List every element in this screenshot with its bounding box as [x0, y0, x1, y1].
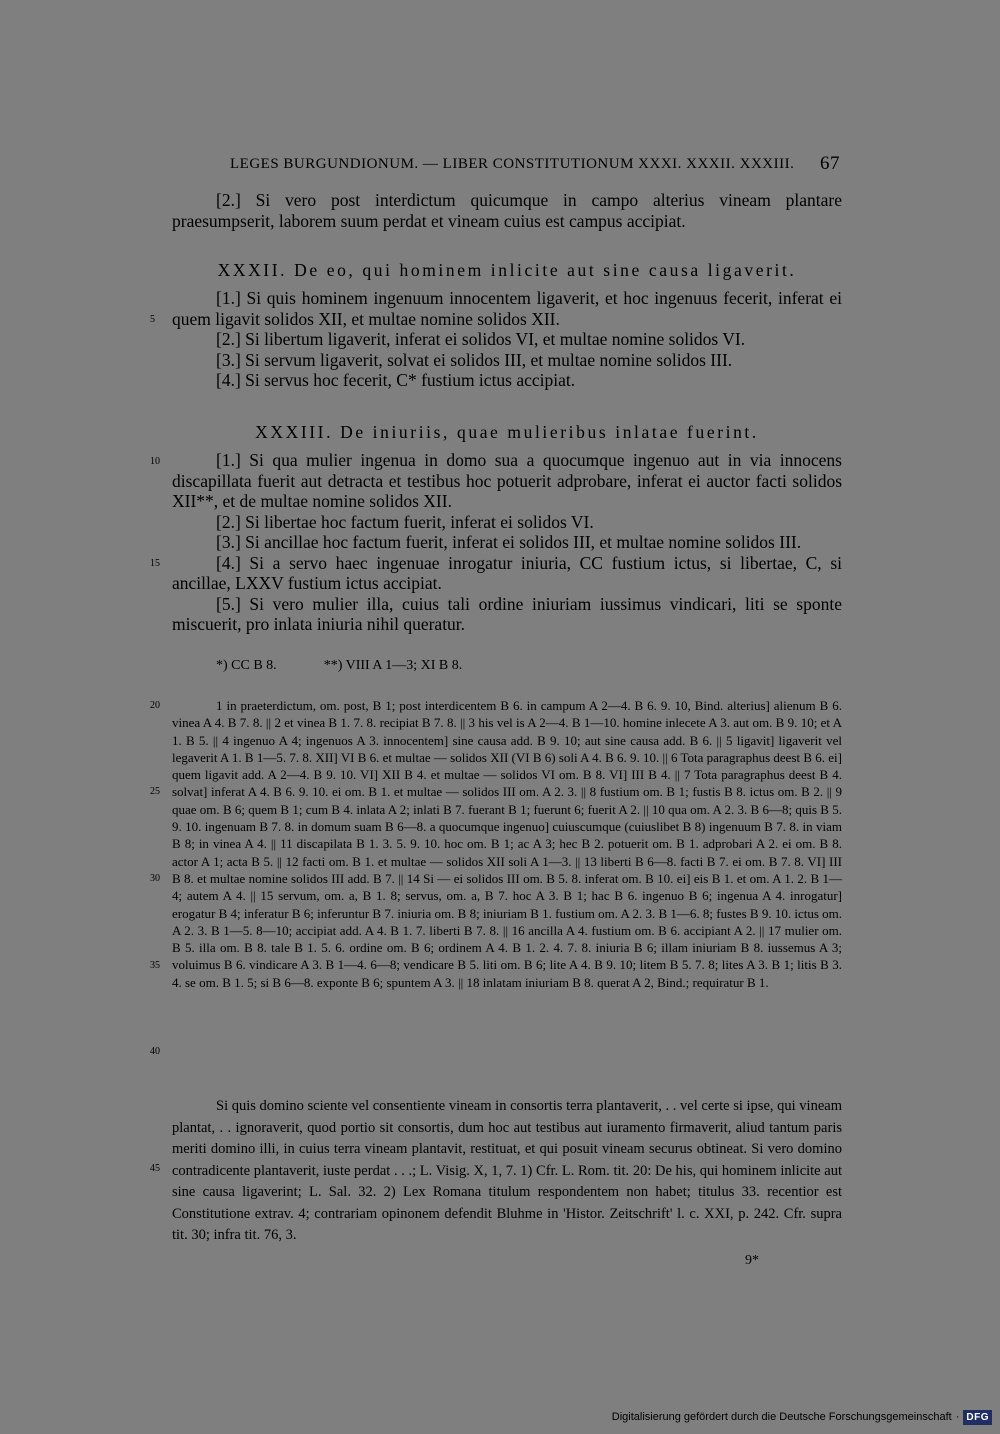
line-number: 45 — [150, 1163, 160, 1174]
star-notes — [172, 658, 842, 674]
paragraph: [3.] Si servum ligaverit, solvat ei solidos III, et multae nomine solidos III. — [216, 349, 733, 370]
line-number: 10 — [150, 456, 160, 467]
title-32 — [172, 260, 842, 281]
section-32-body — [172, 288, 842, 391]
intro-paragraph: [2.] Si vero post interdictum quicumque in campo alterius vineam plantare praesumpserit, laborem suum perdat et vineam cuius est campus accipiat. — [172, 190, 842, 231]
intro-section — [172, 190, 842, 231]
line-number: 20 — [150, 700, 160, 711]
running-header — [230, 153, 840, 174]
section-33-body — [172, 450, 842, 635]
title-32-text: De eo, qui hominem inlicite aut sine causa ligaverit. — [294, 260, 797, 280]
line-number: 30 — [150, 873, 160, 884]
paragraph: [1.] Si quis hominem ingenuum innocentem ligaverit, et hoc ingenuus fecerit, inferat ei quem ligavit solidos XII, et multae nomine solidos XII. — [172, 288, 842, 329]
title-32-numeral: XXXII. — [217, 260, 288, 280]
title-33-text: De iniuriis, quae mulieribus inlatae fuerint. — [340, 422, 759, 442]
line-number: 15 — [150, 558, 160, 569]
credit-text: Digitalisierung gefördert durch die Deutsche Forschungsgemeinschaft — [611, 1411, 952, 1423]
title-33 — [172, 422, 842, 443]
line-number: 5 — [150, 314, 155, 325]
bottom-note: Si quis domino sciente vel consentiente vineam in consortis terra plantaverit, . . vel certe si ipse, qui vineam plantat, . . ignoraverit, quod portio sit consortis, dum hoc aut testibus aut iuramento firmaverit, aliud tantum paris meriti domino illi, in cuius terra vineam plantavit, restituat, et qui posuit vineam securus obtineat. Si vero domino contradicente plantaverit, iuste perdat . . .; L. Visig. X, 1, 7. 1) Cfr. L. Rom. tit. 20: De his, qui hominem inlicite aut sine causa ligaverint; L. Sal. 32. 2) Lex Romana titulum respondentem non habet; titulus 33. recentior est Constitutione extrav. 4; contrariam opinonem defendit Bluhme in 'Histor. Zeitschrift' l. c. XXI, p. 242. Cfr. supra tit. 30; infra tit. 76, 3. — [172, 1098, 842, 1243]
star-note: **) VIII A 1—3; XI B 8. — [323, 658, 463, 673]
section-heading — [172, 422, 842, 443]
paragraph: [4.] Si servus hoc fecerit, C* fustium ictus accipiat. — [216, 370, 576, 390]
paragraph: [1.] Si qua mulier ingenua in domo sua a quocumque ingenuo aut in via innocens discapillata fuerit aut detracta et testibus hoc potuerit adprobare, inferat ei auctor facti solidos XII**, et de multae nomine solidos XII. — [172, 450, 842, 511]
title-33-numeral: XXXIII. — [255, 422, 334, 442]
variant-notes: 1 in praeterdictum, om. post, B 1; post interdicentem B 6. in campum A 2—4. B 6. 9. 10, Bind. alterius] alienum B 6. vinea A 4. B 7. 8. || 2 et vinea B 1. 7. 8. recipiat B 7. 8. || 3 his vel is A 2—4. B 1—10. homine inlecete A 3. aut om. B 9. 10; et A 1. B 5. || 4 ingenuo A 4; ingenuos A 3. innocentem] sine causa add. B 9. 10; aut sine causa add. B 6. || 5 ligavit] ligaverit vel legaverit A 1. B 1—5. 7. 8. XII] VI B 6. et multae — solidos XII (VI B 6) soli A 4. B 6. 9. 10. || 6 Tota paragraphus deest B 6. ei] quem ligavit add. A 2—4. B 9. 10. VI] XII B 4. et multae — solidos VI om. B 8. VI] III B 4. || 7 Tota paragraphus deest B 4. solvat] inferat A 4. B 6. 9. 10. ei om. B 1. et multae — solidos III om. A 2. 3. || 8 fustium om. B 1; fustis B 8. ictus om. B 2. || 9 quae om. B 6; quem B 1; cum B 4. inlata A 2; inlati B 7. fuerant B 1; fuerunt 6; fuerit A 2. || 10 qua om. A 2. 3. B 6—8; quis B 5. 9. 10. ingenuam B 7. 8. in domum suam B 6—8. a quocumque ingenuo] cuiuscumque (cuiuslibet B 8) ingenuum B 7. 8. in viam B 8; in vinea A 4. || 11 discapilata B 1. 3. 5. 9. 10. hoc om. B 1; ac A 3; hec B 2. potuerit om. B 1. adprobari A 2. ei om. B 8. actor A 1; acta B 5. || 12 facti om. B 1. et multae — solidos XII soli A 1—3. || 13 liberti B 6—8. facti B 7. ei om. B 7. 8. VI] III B 8. et multae nomine solidos III add. B 7. || 14 Si — ei solidos III om. B 5. 8. inferat om. B 10. ei] eis B 1. et om. A 1. 2. B 1—4; autem A 4. || 15 servum, om. a, B 1. 8; servus, om. a, B 7. hoc A 3. B 1; hac B 6. ingenuo B 6; ingenua A 4. inrogatur] erogatur B 4; inferatur B 6; inferuntur B 7. iniuria om. B 8; iniuriam B 1. fustium om. A 2. 3. B 1—6. 8; fustes B 9. 10. ictus om. A 2. 3. B 1—5. 8—10; accipiat add. A 4. B 1. 7. liberti B 7. 8. || 16 ancilla A 4. fustium om. B 6. accipiant A 2. || 17 mulier om. B 5. illa om. B 8. tale B 1. 5. 6. ordine om. B 6; ordinem A 4. B 1. 2. 4. 7. 8. iniuria B 6; illam iniuriam B 8. iussemus A 3; voluimus B 6. vindicare A 3. B 1—4. 6—8; vendicare B 5. liti om. B 6; lite A 4. B 9. 10; litem B 5. 7. 8; lites A 3. B 1; litis B 3. 4. se om. B 1. 5; si B 6—8. exponte B 6; spuntem A 3. || 18 inlatam iniuriam B 8. querat A 2, Bind.; requiratur B 1. — [172, 698, 842, 990]
signature-mark: 9* — [745, 1253, 759, 1268]
line-number: 40 — [150, 1046, 160, 1057]
paragraph: [2.] Si libertae hoc factum fuerit, inferat ei solidos VI. — [216, 511, 594, 532]
paragraph: [5.] Si vero mulier illa, cuius tali ordine iniuriam iussimus vindicari, liti se sponte miscuerit, pro inlata iniuria nihil queratur. — [172, 593, 842, 634]
line-number: 25 — [150, 786, 160, 797]
line-number: 35 — [150, 960, 160, 971]
source-notes — [172, 1096, 842, 1247]
section-heading — [172, 260, 842, 281]
digitization-credit: Digitalisierung gefördert durch die Deutsche Forschungsgemeinschaft · DFG — [612, 1408, 992, 1426]
paragraph: [3.] Si ancillae hoc factum fuerit, inferat ei solidos III, et multae nomine solidos III. — [216, 532, 802, 552]
variant-apparatus — [172, 697, 842, 991]
paragraph: [2.] Si libertum ligaverit, inferat ei solidos VI, et multae nomine solidos VI. — [216, 329, 746, 349]
star-note: *) CC B 8. — [216, 658, 277, 673]
running-title: LEGES BURGUNDIONUM. — LIBER CONSTITUTIONUM XXXI. XXXII. XXXIII. — [230, 156, 795, 172]
dfg-logo-icon[interactable]: DFG — [963, 1410, 992, 1425]
page-number: 67 — [820, 153, 840, 174]
paragraph: [4.] Si a servo haec ingenuae inrogatur iniuria, CC fustium ictus, si libertae, C, si ancillae, LXXV fustium ictus accipiat. — [172, 552, 842, 593]
